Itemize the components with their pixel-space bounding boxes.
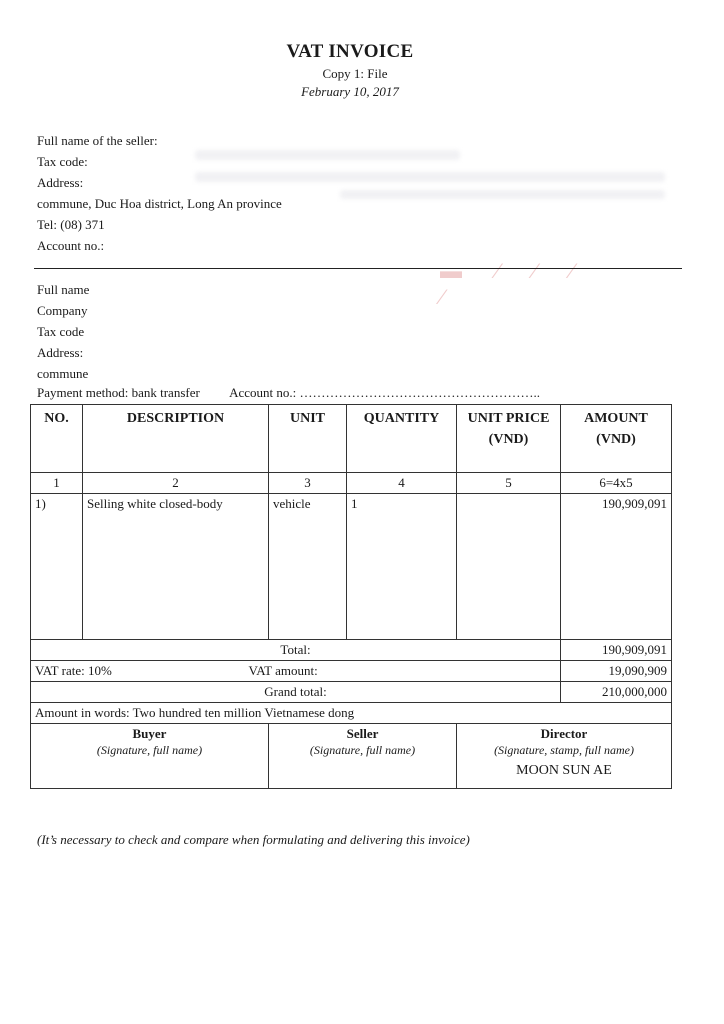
director-signature-title: Director <box>540 726 588 741</box>
seller-signature <box>269 724 457 789</box>
col-number: 6=4x5 <box>561 473 672 494</box>
footer-note: (It’s necessary to check and compare when formulating and delivering this invoice) <box>37 832 470 847</box>
item-amount: 190,909,091 <box>561 494 672 640</box>
invoice-title: VAT INVOICE <box>286 41 414 62</box>
copy-label: Copy 1: File <box>322 66 388 81</box>
seller-account-label: Account no.: <box>37 238 105 253</box>
redacted-area <box>195 150 460 160</box>
invoice-table <box>30 404 672 789</box>
col-header-quantity: QUANTITY <box>347 405 457 473</box>
item-quantity: 1 <box>347 494 457 640</box>
total-label: Total: <box>31 640 561 661</box>
grand-total-row <box>31 682 672 703</box>
col-header-unit: UNIT <box>269 405 347 473</box>
section-divider <box>34 268 682 269</box>
payment-line <box>37 385 540 401</box>
seller-tel: Tel: (08) 371 <box>37 217 105 232</box>
buyer-signature-title: Buyer <box>132 726 167 741</box>
total-value: 190,909,091 <box>561 640 672 661</box>
buyer-info <box>37 279 98 384</box>
vat-rate: VAT rate: 10% <box>35 663 112 678</box>
amount-in-words: Amount in words: Two hundred ten million Vietnamese dong <box>31 703 672 724</box>
redacted-area <box>195 172 665 182</box>
stamp-watermark: ▬ ⁄ ⁄ ⁄ ⁄ <box>440 258 588 309</box>
col-number: 2 <box>83 473 269 494</box>
total-row <box>31 640 672 661</box>
col-header-no: NO. <box>31 405 83 473</box>
col-number: 1 <box>31 473 83 494</box>
buyer-company-label: Company <box>37 303 88 318</box>
vat-row <box>31 661 672 682</box>
signature-row <box>31 724 672 789</box>
buyer-address-label: Address: <box>37 345 84 360</box>
vat-amount-label: VAT amount: <box>248 663 318 678</box>
item-description: Selling white closed-body <box>83 494 269 640</box>
director-signature <box>457 724 672 789</box>
seller-address-line: commune, Duc Hoa district, Long An province <box>37 196 282 211</box>
col-header-description: DESCRIPTION <box>83 405 269 473</box>
col-header-unit-price: UNIT PRICE (VND) <box>457 405 561 473</box>
buyer-commune-label: commune <box>37 366 89 381</box>
col-header-amount: AMOUNT (VND) <box>561 405 672 473</box>
item-unit: vehicle <box>269 494 347 640</box>
col-number: 5 <box>457 473 561 494</box>
seller-full-name-label: Full name of the seller: <box>37 133 158 148</box>
seller-tax-code-label: Tax code: <box>37 154 88 169</box>
buyer-full-name-label: Full name <box>37 282 90 297</box>
invoice-date: February 10, 2017 <box>301 84 399 99</box>
redacted-area <box>340 190 665 199</box>
seller-signature-title: Seller <box>346 726 379 741</box>
buyer-signature-note: (Signature, full name) <box>96 743 203 757</box>
seller-signature-note: (Signature, full name) <box>309 743 416 757</box>
vat-amount-value: 19,090,909 <box>561 661 672 682</box>
table-header-row <box>31 405 672 473</box>
grand-total-label: Grand total: <box>31 682 561 703</box>
director-name: MOON SUN AE <box>516 763 612 778</box>
buyer-signature <box>31 724 269 789</box>
seller-address-label: Address: <box>37 175 84 190</box>
col-number: 4 <box>347 473 457 494</box>
col-number: 3 <box>269 473 347 494</box>
payment-method: Payment method: bank transfer <box>37 385 200 400</box>
payment-account: Account no.: ……………………………………………….. <box>229 385 540 400</box>
grand-total-value: 210,000,000 <box>561 682 672 703</box>
buyer-tax-code-label: Tax code <box>37 324 85 339</box>
item-unit-price <box>457 494 561 640</box>
item-no: 1) <box>31 494 83 640</box>
column-number-row <box>31 473 672 494</box>
director-signature-note: (Signature, stamp, full name) <box>494 743 634 757</box>
amount-in-words-row <box>31 703 672 724</box>
table-row <box>31 494 672 640</box>
vat-row-cell <box>31 661 561 682</box>
seller-info <box>37 130 282 256</box>
